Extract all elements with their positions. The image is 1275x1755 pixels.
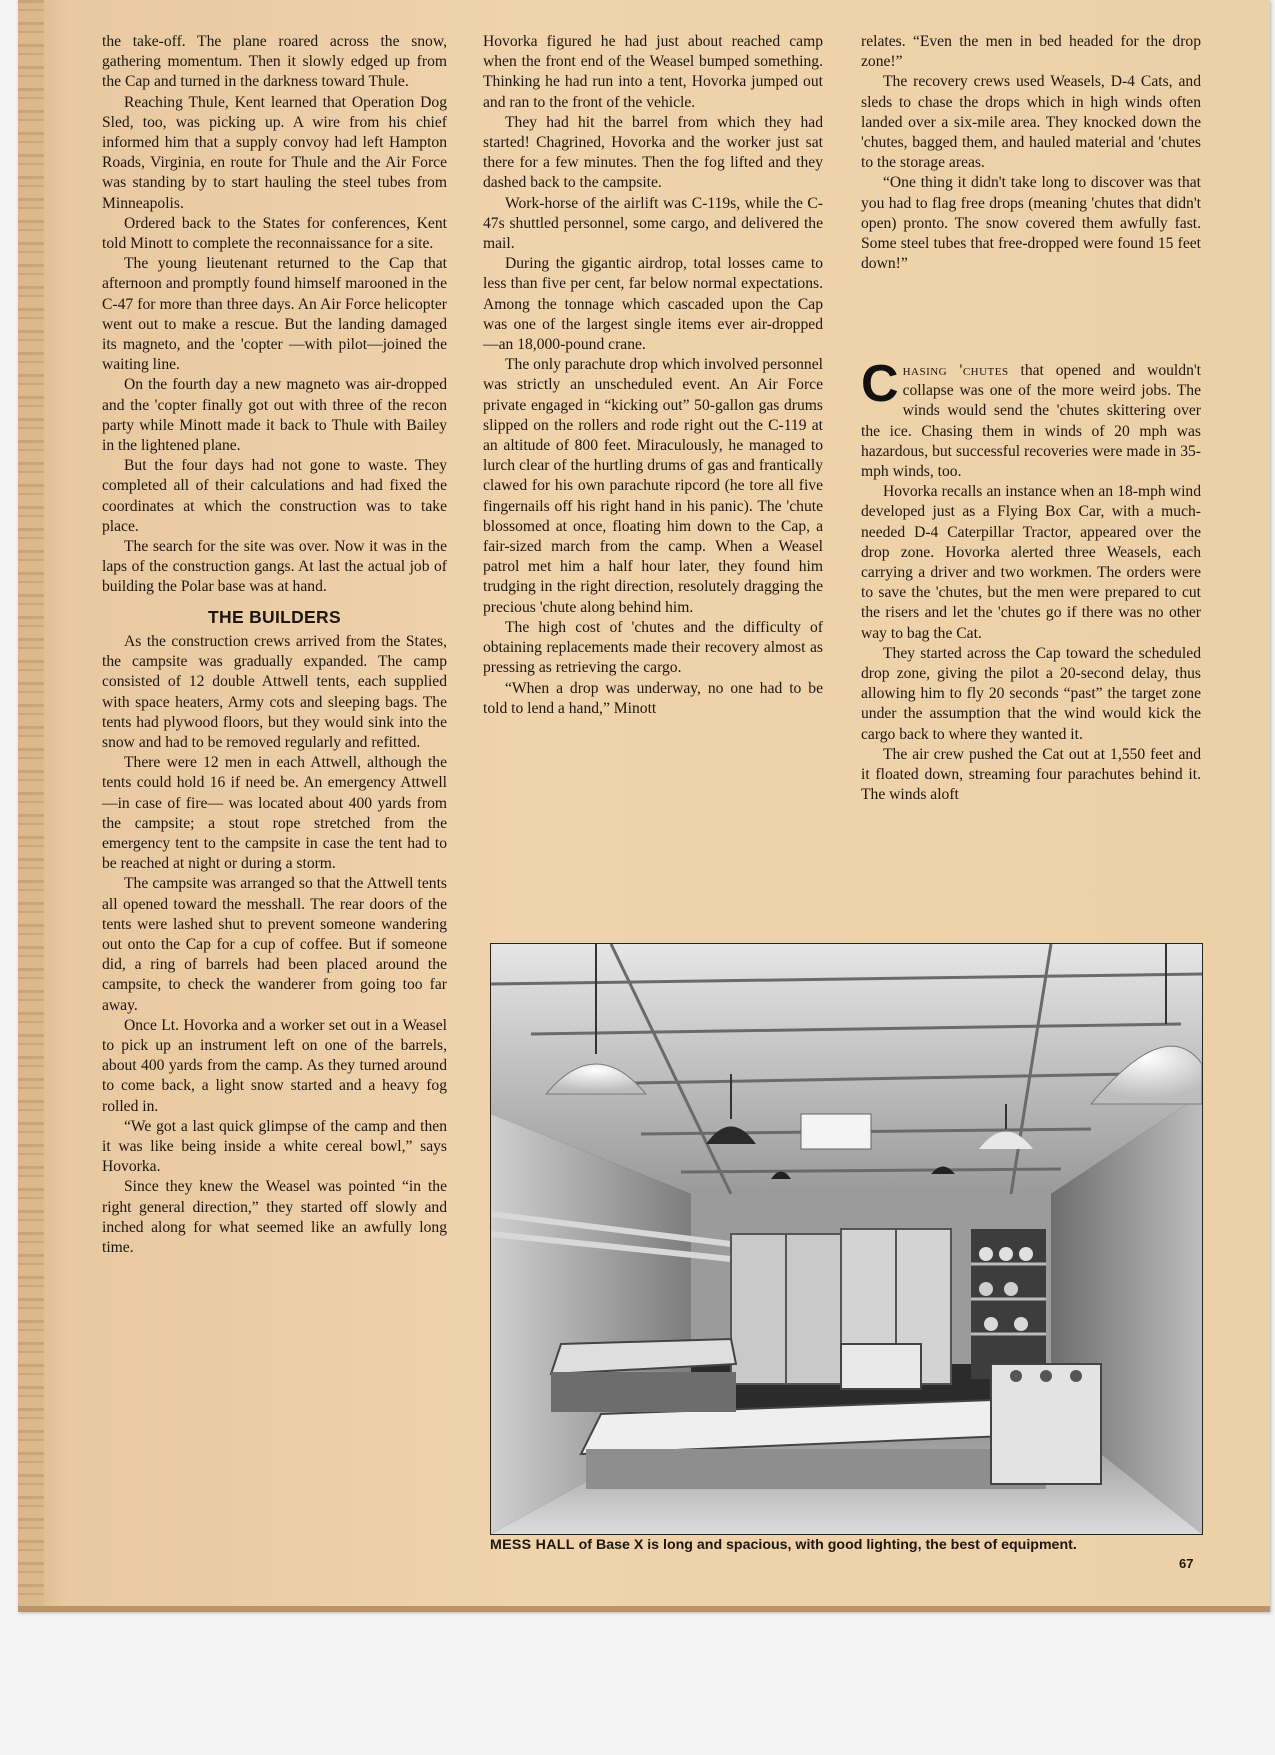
ceiling-vent [801,1114,871,1149]
caption-lead: MESS HALL [490,1537,575,1553]
col2-paragraph-7: “When a drop was underway, no one had to be told to lend a hand,” Minott [483,679,823,717]
col3-paragraph-3: “One thing it didn't take long to discover was that you had to flag free drops (meaning 'chutes that didn't open) pronto. The snow covered them awfully fast. Some steel tubes that free-dropped were found 15 feet down!” [861,174,1201,273]
col1-paragraph-13: Since they knew the Weasel was pointed “in the right general direction,” they started off slowly and inched along for what seemed like an awfully long time. [102,1178,447,1256]
page-number: 67 [1179,1556,1194,1571]
col2-paragraph-4: During the gigantic airdrop, total losses came to less than five per cent, far below normal expectations. Among the tonnage which cascaded upon the Cap was one of the largest single items ever air-dropped —an 18,000-pound crane. [483,255,823,354]
col2-paragraph-1: Hovorka figured he had just about reached camp when the front end of the Weasel bumped something. Thinking he had run into a tent, Hovorka jumped out and ran to the front of the vehicle. [483,33,823,111]
photo-caption [490,1537,1201,1553]
col2-paragraph-5: The only parachute drop which involved personnel was strictly an unscheduled event. An Air Force private engaged in “kicking out” 50-gallon gas drums slipped on the rollers and rode right out the C-119 at an altitude of 800 feet. Miraculously, he managed to lurch clear of the hurtling drums of gas and frantically clawed for his own parachute ripcord (he tore all five fingernails off his right hand in his panic). The 'chute blossomed at once, floating him down to the Cap, a fair-sized march from the camp. When a Weasel patrol met him a half hour later, they found him trudging in the right direction, resolutely dragging the precious 'chute along behind him. [483,356,823,616]
section-heading-builders: THE BUILDERS [208,606,341,627]
col1-paragraph-8: As the construction crews arrived from the States, the campsite was gradually expanded. The camp consisted of 12 double Attwell tents, each supplied with space heaters, Army cots and sleeping bags. The tents had plywood floors, but they would sink into the snow and had to be removed regularly and refitted. [102,632,447,751]
drop-cap: C [861,355,899,413]
col1-paragraph-2: Reaching Thule, Kent learned that Operation Dog Sled, too, was picking up. A wire from his chief informed him that a supply convoy had left Hampton Roads, Virginia, en route for Thule and the Air Force was standing by to start hauling the steel tubes from Minneapolis. [102,93,447,212]
col1-paragraph-10: The campsite was arranged so that the Attwell tents all opened toward the messhall. The rear doors of the tents were lashed shut to prevent someone wandering out onto the Cap for a cup of coffee. But if someone did, a ring of barrels had been placed around the campsite, to check the wanderer from going too far away. [102,875,447,1014]
col1-paragraph-7: The search for the site was over. Now it was in the laps of the construction gangs. At last the actual job of building the Polar base was at hand. [102,538,447,596]
col3-paragraph-1: relates. “Even the men in bed headed for the drop zone!” [861,33,1201,71]
col3-paragraph-2: The recovery crews used Weasels, D-4 Cats, and sleds to chase the drops which in high winds often landed over a six-mile area. They knocked down the 'chutes, bagged them, and hauled material and 'chutes to the storage areas. [861,73,1201,172]
col3-dropcap-paragraph [861,355,1202,482]
mess-hall-photo [490,943,1203,1535]
stove [991,1364,1101,1484]
col2-paragraph-2: They had hit the barrel from which they had started! Chagrined, Hovorka and the worker just sat there for a few minutes. Then the fog lifted and they dashed back to the campsite. [483,113,823,192]
col3-paragraph-5: Hovorka recalls an instance when an 18-mph wind developed just as a Flying Box Car, with a much-needed D-4 Caterpillar Tractor, appeared over the drop zone. Hovorka alerted three Weasels, each carrying a driver and two workmen. The orders were to save the 'chutes, but the men were prepared to cut the risers and let the 'chutes go if there was no other way to bag the Cat. [861,483,1201,642]
pantry-shelves [971,1229,1046,1379]
text-column-3 [861,32,1201,274]
text-column-2 [483,32,823,719]
page-bottom-edge [18,1606,1270,1612]
col2-paragraph-3: Work-horse of the airlift was C-119s, while the C-47s shuttled personnel, some cargo, and delivered the mail. [483,194,823,253]
col1-paragraph-1: the take-off. The plane roared across the snow, gathering momentum. Then it slowly edged up from the Cap and turned in the darkness toward Thule. [102,33,447,91]
col3-paragraph-6: They started across the Cap toward the scheduled drop zone, giving the pilot a 20-second delay, thus allowing him to fly 20 seconds “past” the target zone under the assumption that the wind would kick the cargo back to where they wanted it. [861,644,1201,743]
col1-paragraph-11: Once Lt. Hovorka and a worker set out in a Weasel to pick up an instrument left on one of the barrels, about 400 yards from the camp. As they turned around to come back, a light snow started and a heavy fog rolled in. [102,1016,447,1115]
text-column-3-lower [861,355,1202,805]
page-spine-edge [18,0,44,1612]
mess-hall-illustration [491,944,1202,1534]
lead-smallcaps: hasing 'chutes [902,362,1009,379]
col1-paragraph-9: There were 12 men in each Attwell, although the tents could hold 16 if need be. An emergency Attwell—in case of fire— was located about 400 yards from the campsite; a stout rope stretched from the emergency tent to the campsite in case the tent had to be reached at night or during a storm. [102,754,447,873]
caption-text: of Base X is long and spacious, with good lighting, the best of equipment. [574,1537,1077,1553]
col1-paragraph-5: On the fourth day a new magneto was air-dropped and the 'copter finally got out with three of the recon party while Minott made it back to Thule with Bailey in the lightened plane. [102,376,447,455]
col1-paragraph-6: But the four days had not gone to waste. They completed all of their calculations and had fixed the coordinates at which the construction was to take place. [102,457,447,535]
col3-paragraph-7: The air crew pushed the Cat out at 1,550 feet and it floated down, streaming four parachutes behind it. The winds aloft [861,745,1201,804]
col1-paragraph-12: “We got a last quick glimpse of the camp and then it was like being inside a white cereal bowl,” says Hovorka. [102,1117,447,1176]
col1-paragraph-4: The young lieutenant returned to the Cap that afternoon and promptly found himself marooned in the C-47 for more than three days. An Air Force helicopter went out to make a rescue. But the landing damaged its magneto, and the 'copter —with pilot—joined the waiting line. [102,255,447,374]
col1-paragraph-3: Ordered back to the States for conferences, Kent told Minott to complete the reconnaissance for a site. [102,214,447,253]
text-column-1 [102,32,447,1258]
lead-rest: that opened and wouldn't collapse was one of the more weird jobs. The winds would send the 'chutes skittering over the ice. Chasing them in winds of 20 mph was hazardous, but successful recoveries were made in 35-mph winds, too. [861,362,1202,481]
col2-paragraph-6: The high cost of 'chutes and the difficulty of obtaining replacements made their recovery almost as pressing as retrieving the cargo. [483,618,823,677]
